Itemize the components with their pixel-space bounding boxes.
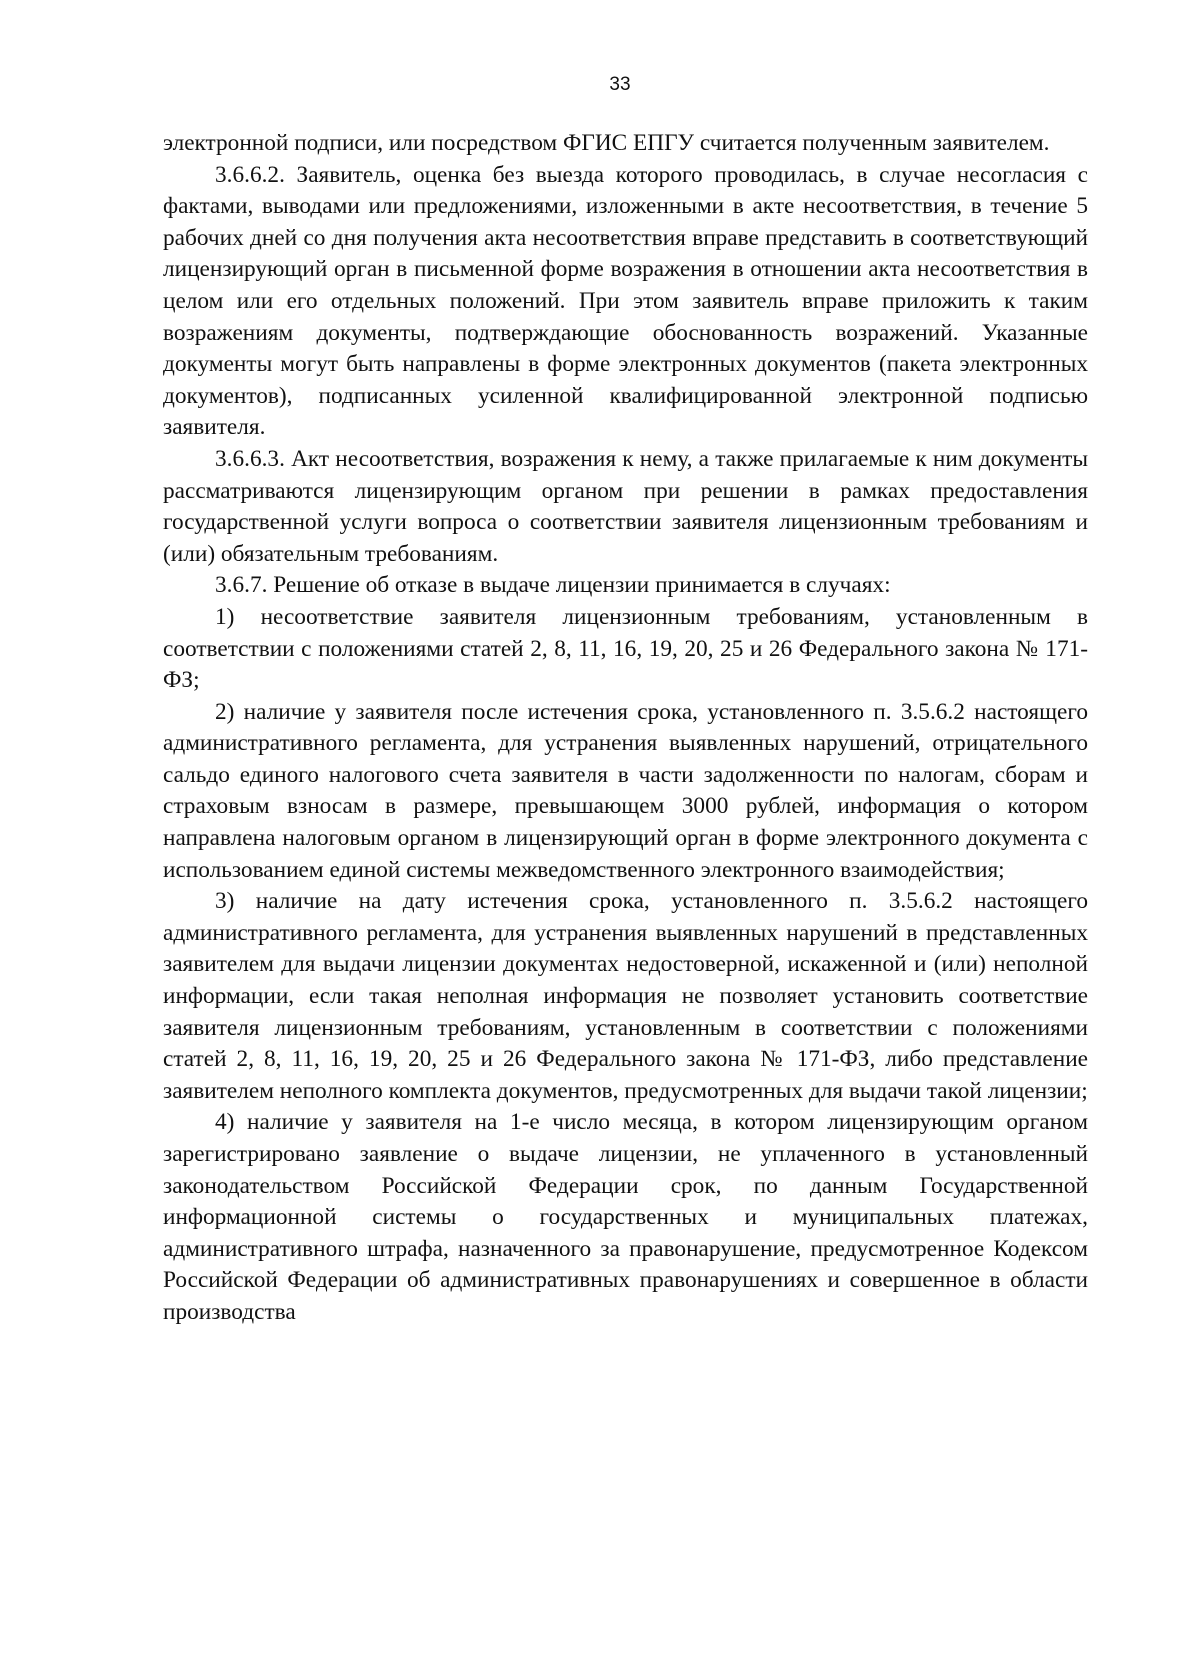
- paragraph-3-6-7: 3.6.7. Решение об отказе в выдаче лицензии принимается в случаях:: [215, 572, 891, 599]
- page-number: 33: [609, 74, 631, 95]
- paragraph-3-6-6-3: 3.6.6.3. Акт несоответствия, возражения к нему, а также прилагаемые к ним документы рассматриваются лицензирующим органом при решении в рамках предоставления государственной услуги вопроса о соответствии заявителя лицензионным требованиям и (или) обязательным требованиям.: [163, 445, 1088, 567]
- document-body: [163, 128, 1088, 1329]
- list-item-3: 3) наличие на дату истечения срока, установленного п. 3.5.6.2 настоящего административного регламента, для устранения выявленных нарушений в представленных заявителем для выдачи лицензии документах недостоверной, искаженной и (или) неполной информации, если такая неполная информация не позволяет установить соответствие заявителя лицензионным требованиям, установленным в соответствии с положениями статей 2, 8, 11, 16, 19, 20, 25 и 26 Федерального закона № 171-ФЗ, либо представление заявителем неполного комплекта документов, предусмотренных для выдачи такой лицензии;: [163, 888, 1088, 1104]
- paragraph-3-6-6-2: 3.6.6.2. Заявитель, оценка без выезда которого проводилась, в случае несогласия с фактами, выводами или предложениями, изложенными в акте несоответствия, в течение 5 рабочих дней со дня получения акта несоответствия вправе представить в соответствующий лицензирующий орган в письменной форме возражения в отношении акта несоответствия в целом или его отдельных положений. При этом заявитель вправе приложить к таким возражениям документы, подтверждающие обоснованность возражений. Указанные документы могут быть направлены в форме электронных документов (пакета электронных документов), подписанных усиленной квалифицированной электронной подписью заявителя.: [163, 161, 1088, 441]
- paragraph-continuation: электронной подписи, или посредством ФГИС ЕПГУ считается полученным заявителем.: [163, 130, 1050, 156]
- list-item-4: 4) наличие у заявителя на 1-е число месяца, в котором лицензирующим органом зарегистрировано заявление о выдаче лицензии, не уплаченного в установленный законодательством Российской Федерации срок, по данным Государственной информационной системы о государственных и муниципальных платежах, административного штрафа, назначенного за правонарушение, предусмотренное Кодексом Российской Федерации об административных правонарушениях и совершенное в области производства: [163, 1109, 1088, 1325]
- list-item-2: 2) наличие у заявителя после истечения срока, установленного п. 3.5.6.2 настоящего административного регламента, для устранения выявленных нарушений, отрицательного сальдо единого налогового счета заявителя в части задолженности по налогам, сборам и страховым взносам в размере, превышающем 3000 рублей, информация о котором направлена налоговым органом в лицензирующий орган в форме электронного документа с использованием единой системы межведомственного электронного взаимодействия;: [163, 698, 1088, 883]
- list-item-1: 1) несоответствие заявителя лицензионным требованиям, установленным в соответствии с положениями статей 2, 8, 11, 16, 19, 20, 25 и 26 Федерального закона № 171-ФЗ;: [163, 603, 1088, 694]
